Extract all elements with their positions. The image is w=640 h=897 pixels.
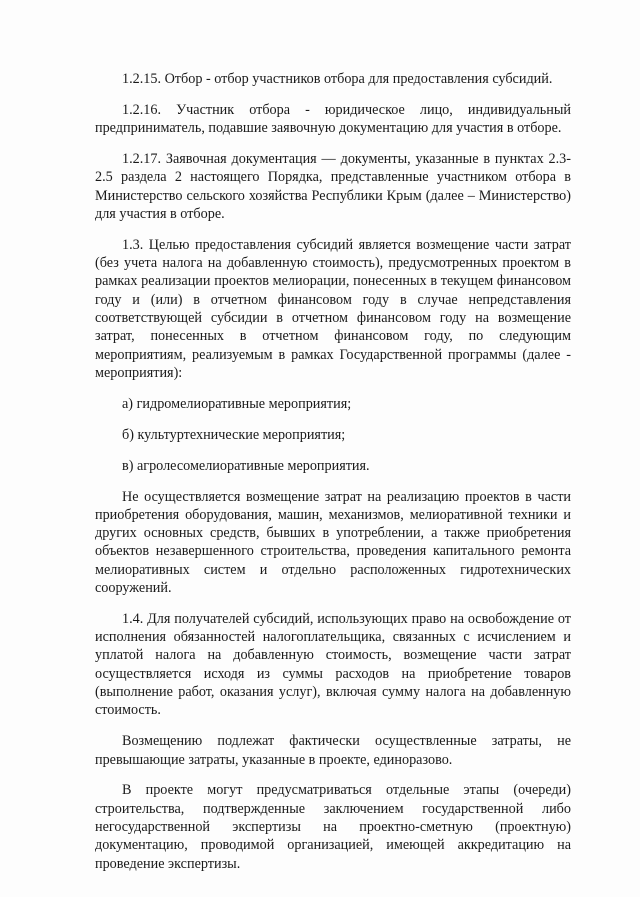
paragraph-1-4: 1.4. Для получателей субсидий, использующих право на освобождение от исполнения обязанностей налогоплательщика, связанных с исчислением и уплатой налога на добавленную стоимость, возмещение части затрат осуществляется исходя из суммы расходов на приобретение товаров (выполнение работ, оказания услуг), включая сумму налога на добавленную стоимость.: [95, 610, 571, 719]
paragraph-1-2-16: 1.2.16. Участник отбора - юридическое лицо, индивидуальный предприниматель, подавшие заявочную документацию для участия в отборе.: [95, 101, 571, 137]
list-item-cultural: б) культуртехнические мероприятия;: [122, 426, 346, 443]
paragraph-1-3: 1.3. Целью предоставления субсидий является возмещение части затрат (без учета налога на добавленную стоимость), предусмотренных проектом в рамках реализации проектов мелиорации, понесенных в текущем финансовом году и (или) в отчетном финансовом году в случае непредставления соответствующей субсидии в отчетном финансовом году на возмещение затрат, понесенных в отчетном финансовом году, по следующим мероприятиям, реализуемым в рамках Государственной программы (далее - мероприятия):: [95, 236, 571, 381]
paragraph-1-2-15: 1.2.15. Отбор - отбор участников отбора для предоставления субсидий.: [122, 71, 553, 87]
list-item-hydro: а) гидромелиоративные мероприятия;: [122, 395, 352, 412]
document-body: [95, 70, 571, 886]
paragraph-reimbursement: Возмещению подлежат фактически осуществленные затраты, не превышающие затраты, указанные в проекте, единоразово.: [95, 733, 571, 768]
paragraph-not-reimbursed: Не осуществляется возмещение затрат на реализацию проектов в части приобретения оборудования, машин, механизмов, мелиоративной техники и других основных средств, бывших в употреблении, а также приобретения объектов незавершенного строительства, проведения капитального ремонта мелиоративных систем и отдельно расположенных гидротехнических сооружений.: [95, 488, 571, 596]
paragraph-stages: В проекте могут предусматриваться отдельные этапы (очереди) строительства, подтвержденные заключением государственной либо негосударственной экспертизы на проектно-сметную (проектную) документацию, проводимой организацией, имеющей аккредитацию на проведение экспертизы.: [95, 782, 571, 872]
list-item-agroforest: в) агролесомелиоративные мероприятия.: [122, 457, 370, 474]
paragraph-1-2-17: 1.2.17. Заявочная документация — документы, указанные в пунктах 2.3-2.5 раздела 2 настоящего Порядка, представленные участником отбора в Министерство сельского хозяйства Республики Крым (далее – Министерство) для участия в отборе.: [95, 151, 571, 222]
